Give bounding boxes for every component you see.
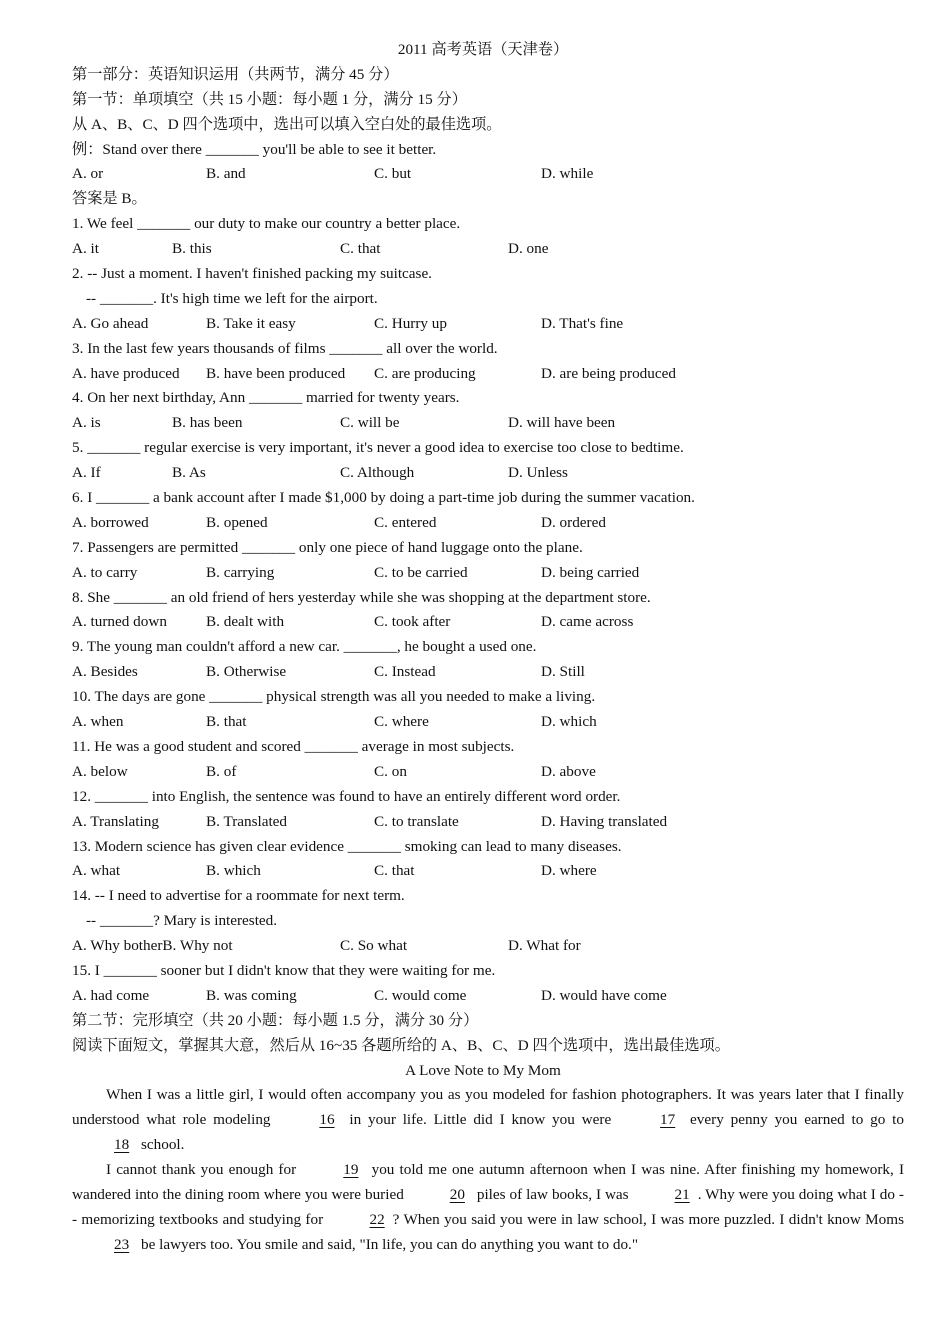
option-d: D. ordered bbox=[541, 513, 606, 531]
question-stem: 10. The days are gone _______ physical strength was all you needed to make a living. bbox=[72, 688, 596, 706]
option-d: D. Still bbox=[541, 663, 585, 681]
question-options bbox=[72, 312, 932, 337]
example-answer: 答案是 B。 bbox=[72, 190, 147, 208]
option-c: C. to translate bbox=[374, 812, 459, 830]
option-a: A. what bbox=[72, 862, 121, 880]
question-options bbox=[72, 610, 932, 635]
question-stem: 5. _______ regular exercise is very important, it's never a good idea to exercise too close to bedtime. bbox=[72, 439, 684, 457]
option-d: D. which bbox=[541, 713, 597, 731]
cloze-blank: 22 bbox=[369, 1210, 385, 1228]
section1-instruction: 从 A、B、C、D 四个选项中，选出可以填入空白处的最佳选项。 bbox=[72, 115, 502, 133]
option-d: D. came across bbox=[541, 613, 634, 631]
option-d: D. being carried bbox=[541, 563, 640, 581]
passage-text: school. bbox=[137, 1136, 185, 1154]
option-a: A. borrowed bbox=[72, 513, 149, 531]
question-stem: 11. He was a good student and scored _______ average in most subjects. bbox=[72, 737, 515, 755]
option-c: C. took after bbox=[374, 613, 451, 631]
option-a: A. turned down bbox=[72, 613, 167, 631]
question-stem: 6. I _______ a bank account after I made $1,000 by doing a part-time job during the summer vacation. bbox=[72, 489, 695, 507]
question-stem: 9. The young man couldn't afford a new car. _______, he bought a used one. bbox=[72, 638, 537, 656]
question-stem: 15. I _______ sooner but I didn't know that they were waiting for me. bbox=[72, 961, 496, 979]
exam-page bbox=[72, 38, 932, 1258]
option-d: D. one bbox=[508, 240, 549, 258]
cloze-blank: 18 bbox=[114, 1136, 130, 1154]
option-c: C. but bbox=[374, 165, 412, 183]
question-options bbox=[72, 859, 932, 884]
passage-text: in your life. Little did I know you were bbox=[342, 1111, 619, 1129]
passage-text: When I was a little girl, I would often accompany you as you modeled for fashion photographers. It was years later that I finally understood what role modeling bbox=[72, 1086, 904, 1129]
cloze-blank: 20 bbox=[449, 1186, 465, 1204]
cloze-blank: 16 bbox=[319, 1111, 335, 1129]
section2-heading: 第二节：完形填空（共 20 小题：每小题 1.5 分，满分 30 分） bbox=[72, 1011, 479, 1029]
question-stem: 3. In the last few years thousands of films _______ all over the world. bbox=[72, 339, 498, 357]
option-b: B. As bbox=[172, 464, 206, 482]
option-d: D. while bbox=[541, 165, 594, 183]
question-options bbox=[72, 237, 932, 262]
question-stem: 2. -- Just a moment. I haven't finished packing my suitcase. bbox=[72, 265, 432, 283]
option-a: A. it bbox=[72, 240, 100, 258]
question-options bbox=[72, 411, 932, 436]
option-c: C. on bbox=[374, 762, 407, 780]
option-b: B. that bbox=[206, 713, 247, 731]
question-options bbox=[72, 760, 932, 785]
question-options bbox=[72, 710, 932, 735]
option-b: B. Otherwise bbox=[206, 663, 287, 681]
question-stem: 12. _______ into English, the sentence was found to have an entirely different word order. bbox=[72, 787, 621, 805]
option-c: C. Although bbox=[340, 464, 415, 482]
option-c: C. entered bbox=[374, 513, 437, 531]
option-a: A. Besides bbox=[72, 663, 138, 681]
question-stem: 14. -- I need to advertise for a roommate for next term. bbox=[72, 887, 405, 905]
option-c: C. Instead bbox=[374, 663, 436, 681]
passage-text: you told me one autumn afternoon when I was nine. After finishing my homework, I wandered into the dining room where you were buried bbox=[72, 1161, 905, 1204]
option-c: C. that bbox=[374, 862, 415, 880]
option-a: A. had come bbox=[72, 986, 150, 1004]
option-b: B. have been produced bbox=[206, 364, 346, 382]
option-d: D. are being produced bbox=[541, 364, 676, 382]
option-c: C. are producing bbox=[374, 364, 476, 382]
option-d: D. will have been bbox=[508, 414, 616, 432]
passage-title: A Love Note to My Mom bbox=[405, 1061, 561, 1079]
passage-text: be lawyers too. You smile and said, "In life, you can do anything you want to do." bbox=[137, 1235, 639, 1253]
option-a: A. when bbox=[72, 713, 124, 731]
cloze-blank: 21 bbox=[674, 1186, 690, 1204]
option-c: C. will be bbox=[340, 414, 400, 432]
question-stem: 8. She _______ an old friend of hers yesterday while she was shopping at the department store. bbox=[72, 588, 651, 606]
option-a: A. is bbox=[72, 414, 101, 432]
option-d: D. Unless bbox=[508, 464, 568, 482]
option-a: A. Go ahead bbox=[72, 314, 149, 332]
option-b: B. was coming bbox=[206, 986, 297, 1004]
option-b: B. this bbox=[172, 240, 212, 258]
question-stem: 13. Modern science has given clear evidence _______ smoking can lead to many diseases. bbox=[72, 837, 622, 855]
question-options bbox=[72, 511, 932, 536]
passage-paragraph-1 bbox=[72, 1083, 904, 1158]
option-a: A. below bbox=[72, 762, 128, 780]
cloze-blank: 23 bbox=[114, 1235, 130, 1253]
question-stem: 4. On her next birthday, Ann _______ married for twenty years. bbox=[72, 389, 460, 407]
option-d: D. above bbox=[541, 762, 596, 780]
option-c: C. would come bbox=[374, 986, 467, 1004]
option-c: C. where bbox=[374, 713, 429, 731]
option-a: A. Translating bbox=[72, 812, 159, 830]
passage-text: . Why were you doing what I do -- memorizing textbooks and studying for bbox=[72, 1186, 904, 1228]
question-stem-reply: -- _______? Mary is interested. bbox=[86, 912, 278, 930]
question-options bbox=[72, 362, 932, 387]
passage-text: every penny you earned to go to bbox=[683, 1111, 904, 1129]
cloze-blank: 17 bbox=[660, 1111, 676, 1129]
option-b: B. which bbox=[206, 862, 261, 880]
question-options bbox=[72, 984, 932, 1009]
example-options bbox=[72, 162, 932, 187]
option-d: D. What for bbox=[508, 937, 581, 955]
option-a: A. to carry bbox=[72, 563, 138, 581]
option-b: B. opened bbox=[206, 513, 268, 531]
option-d: D. would have come bbox=[541, 986, 667, 1004]
option-c: C. So what bbox=[340, 937, 408, 955]
cloze-blank: 19 bbox=[343, 1161, 359, 1179]
passage-text: ? When you said you were in law school, I was more puzzled. I didn't know Moms bbox=[392, 1210, 904, 1228]
option-b: B. has been bbox=[172, 414, 243, 432]
exam-title: 2011 高考英语（天津卷） bbox=[397, 41, 569, 58]
option-b: B. and bbox=[206, 165, 246, 183]
option-a: A. or bbox=[72, 165, 104, 183]
example-stem: 例：Stand over there _______ you'll be able to see it better. bbox=[72, 140, 437, 158]
question-options bbox=[72, 660, 932, 685]
part1-heading: 第一部分：英语知识运用（共两节，满分 45 分） bbox=[72, 65, 399, 83]
passage-text: piles of law books, I was bbox=[472, 1186, 633, 1204]
question-options bbox=[72, 461, 932, 486]
option-b: B. dealt with bbox=[206, 613, 285, 631]
option-c: C. that bbox=[340, 240, 381, 258]
question-options bbox=[72, 810, 932, 835]
question-options bbox=[72, 561, 932, 586]
option-d: D. That's fine bbox=[541, 314, 624, 332]
section1-heading: 第一节：单项填空（共 15 小题：每小题 1 分，满分 15 分） bbox=[72, 90, 467, 108]
section2-instruction: 阅读下面短文，掌握其大意，然后从 16~35 各题所给的 A、B、C、D 四个选项中，选出最佳选项。 bbox=[72, 1036, 730, 1054]
option-b: B. of bbox=[206, 762, 237, 780]
option-a-b: A. Why botherB. Why not bbox=[72, 937, 233, 955]
option-d: D. Having translated bbox=[541, 812, 668, 830]
question-options bbox=[72, 934, 932, 959]
option-b: B. Translated bbox=[206, 812, 288, 830]
passage-text: I cannot thank you enough for bbox=[106, 1161, 302, 1179]
option-b: B. Take it easy bbox=[206, 314, 296, 332]
option-c: C. to be carried bbox=[374, 563, 468, 581]
option-b: B. carrying bbox=[206, 563, 275, 581]
question-stem-reply: -- _______. It's high time we left for the airport. bbox=[86, 289, 378, 307]
option-a: A. If bbox=[72, 464, 101, 482]
option-a: A. have produced bbox=[72, 364, 180, 382]
question-stem: 1. We feel _______ our duty to make our country a better place. bbox=[72, 215, 461, 233]
question-stem: 7. Passengers are permitted _______ only one piece of hand luggage onto the plane. bbox=[72, 538, 583, 556]
passage-paragraph-2 bbox=[72, 1158, 904, 1258]
option-c: C. Hurry up bbox=[374, 314, 447, 332]
option-d: D. where bbox=[541, 862, 597, 880]
